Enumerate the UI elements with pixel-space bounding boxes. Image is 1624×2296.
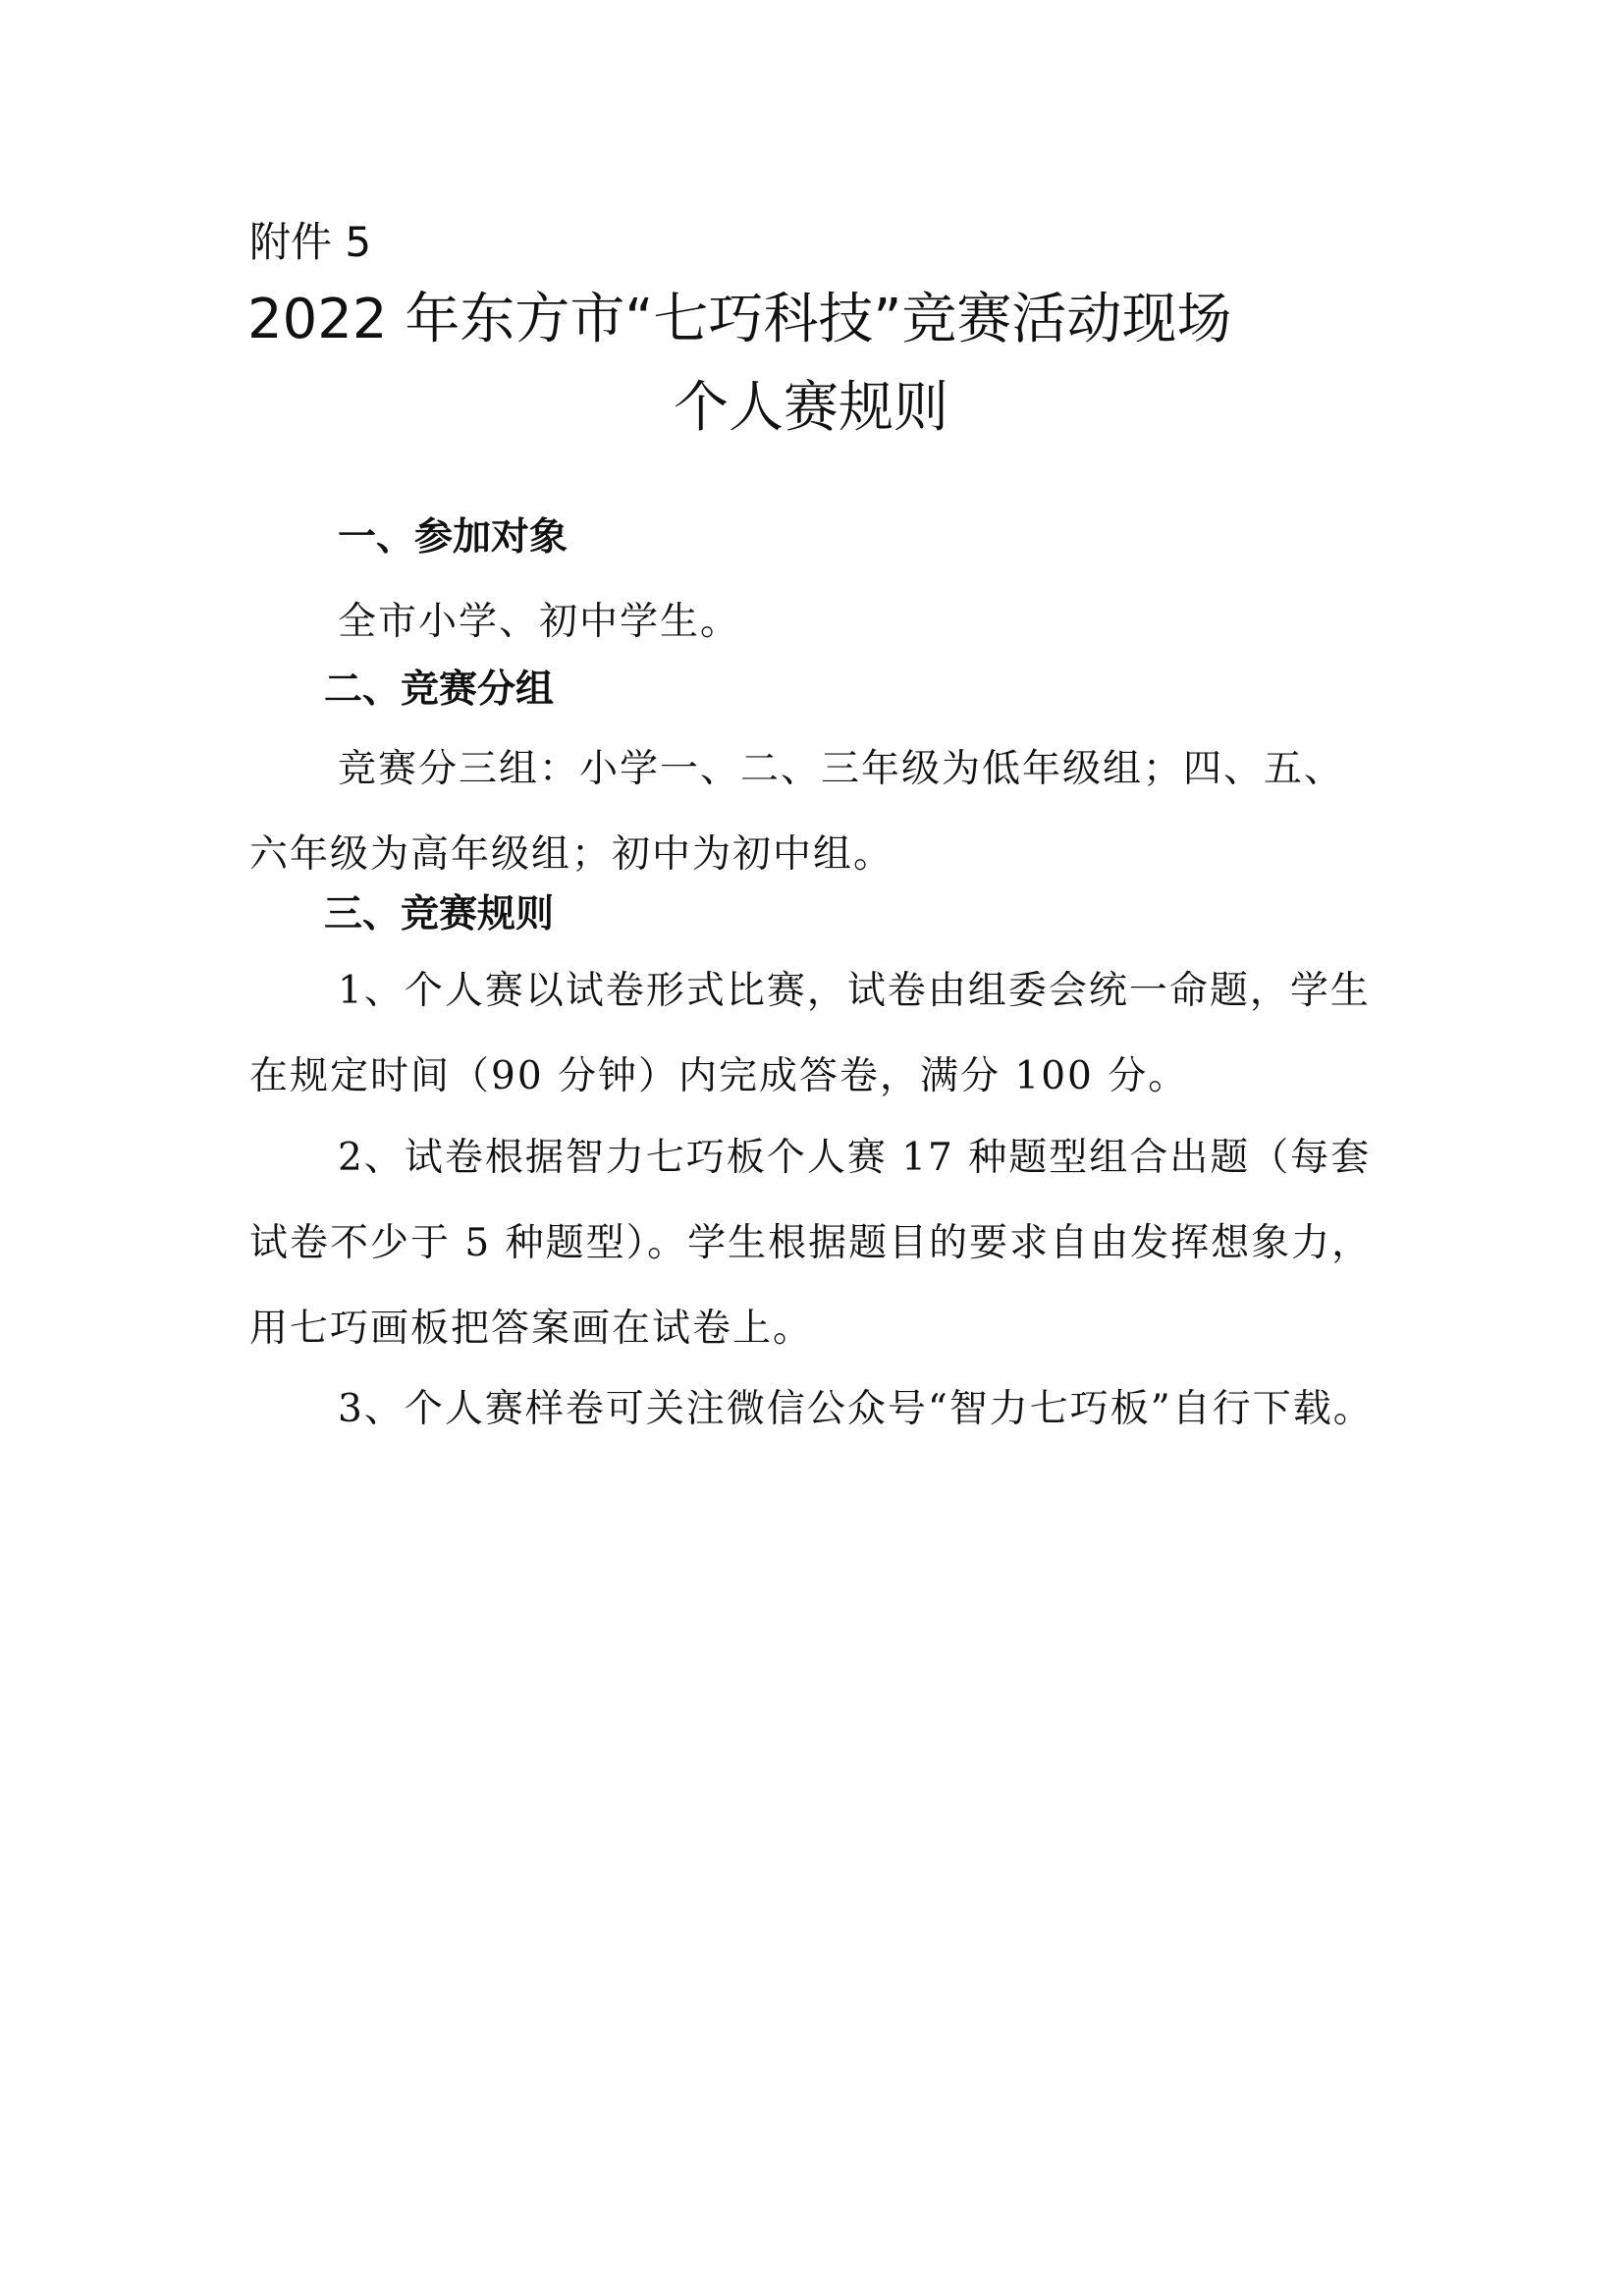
section-heading-groups: 二、竞赛分组 (324, 667, 555, 712)
section-paragraph-participants: 全市小学、初中学生。 (338, 600, 741, 644)
document-title-line2: 个人赛规则 (674, 376, 948, 440)
section-paragraph-groups: 竞赛分三组：小学一、二、三年级为低年级组；四、五、六年级为高年级组；初中为初中组。 (249, 747, 1345, 877)
rule-paragraph-3: 3、个人赛样卷可关注微信公众号“智力七巧板”自行下载。 (338, 1387, 1374, 1431)
rule-paragraph-1: 1、个人赛以试卷形式比赛，试卷由组委会统一命题，学生在规定时间（90 分钟）内完成答卷，满分 100 分。 (249, 969, 1371, 1098)
document-title-line1: 2022 年东方市“七巧科技”竞赛活动现场 (247, 288, 1232, 351)
section-heading-rules: 三、竞赛规则 (324, 891, 555, 936)
attachment-label: 附件 5 (249, 218, 372, 266)
section-heading-participants: 一、参加对象 (338, 514, 568, 560)
rule-paragraph-2: 2、试卷根据智力七巧板个人赛 17 种题型组合出题（每套试卷不少于 5 种题型）。学生根据题目的要求自由发挥想象力，用七巧画板把答案画在试卷上。 (249, 1136, 1373, 1351)
